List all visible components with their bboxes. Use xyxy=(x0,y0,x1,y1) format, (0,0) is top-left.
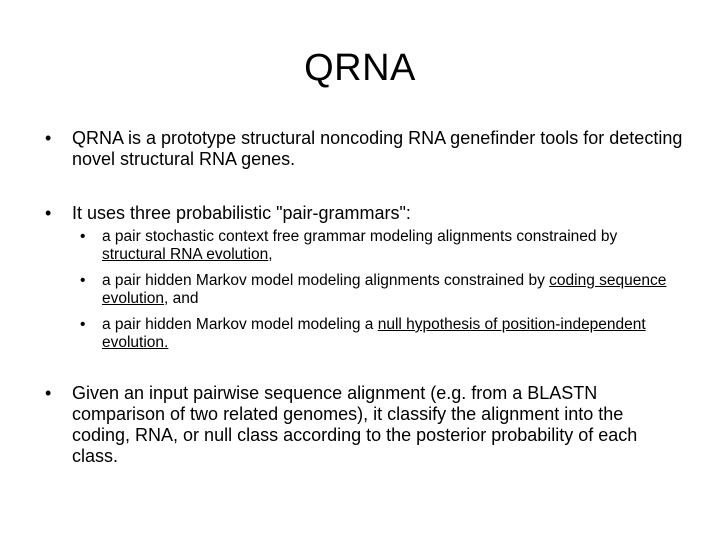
sub-bullet-marker: • xyxy=(80,228,86,245)
bullet-marker: • xyxy=(45,203,52,223)
link-structural-rna-evolution[interactable]: structural RNA evolution xyxy=(102,246,269,263)
link-coding-sequence-evolution[interactable]: coding sequence evolution xyxy=(102,272,667,307)
sub-bullet-marker: • xyxy=(80,272,86,289)
bullet-marker: • xyxy=(45,128,52,148)
sub-bullet-item-3 xyxy=(80,316,670,352)
sub-bullet-text-post: , and xyxy=(164,290,199,307)
slide-title: QRNA xyxy=(304,47,416,89)
bullet-text: It uses three probabilistic "pair-grammars": xyxy=(72,203,411,223)
sub-bullet-text-pre: a pair hidden Markov model modeling alignments constrained by xyxy=(102,272,550,289)
sub-bullet-marker: • xyxy=(80,316,86,333)
sub-bullet-text-pre: a pair hidden Markov model modeling a xyxy=(102,316,378,333)
link-null-hypothesis[interactable]: null hypothesis of position-independent evolution. xyxy=(102,316,646,351)
bullet-item-3 xyxy=(45,383,685,467)
sub-bullet-text xyxy=(102,272,670,308)
sub-bullet-text xyxy=(102,316,670,352)
bullet-text: Given an input pairwise sequence alignment (e.g. from a BLASTN comparison of two related genomes), it classify the alignment into the coding, RNA, or null class according to the posterior probability of each class. xyxy=(72,383,638,466)
sub-bullet-text xyxy=(102,228,670,264)
sub-bullet-item-2 xyxy=(80,272,670,308)
bullet-item-1 xyxy=(45,128,685,170)
bullet-text: QRNA is a prototype structural noncoding RNA genefinder tools for detecting novel structural RNA genes. xyxy=(72,128,683,169)
sub-bullet-item-1 xyxy=(80,228,670,264)
sub-bullet-text-post: , xyxy=(268,246,273,263)
sub-bullet-text-pre: a pair stochastic context free grammar modeling alignments constrained by xyxy=(102,228,618,245)
bullet-item-2 xyxy=(45,203,685,224)
bullet-marker: • xyxy=(45,383,52,403)
